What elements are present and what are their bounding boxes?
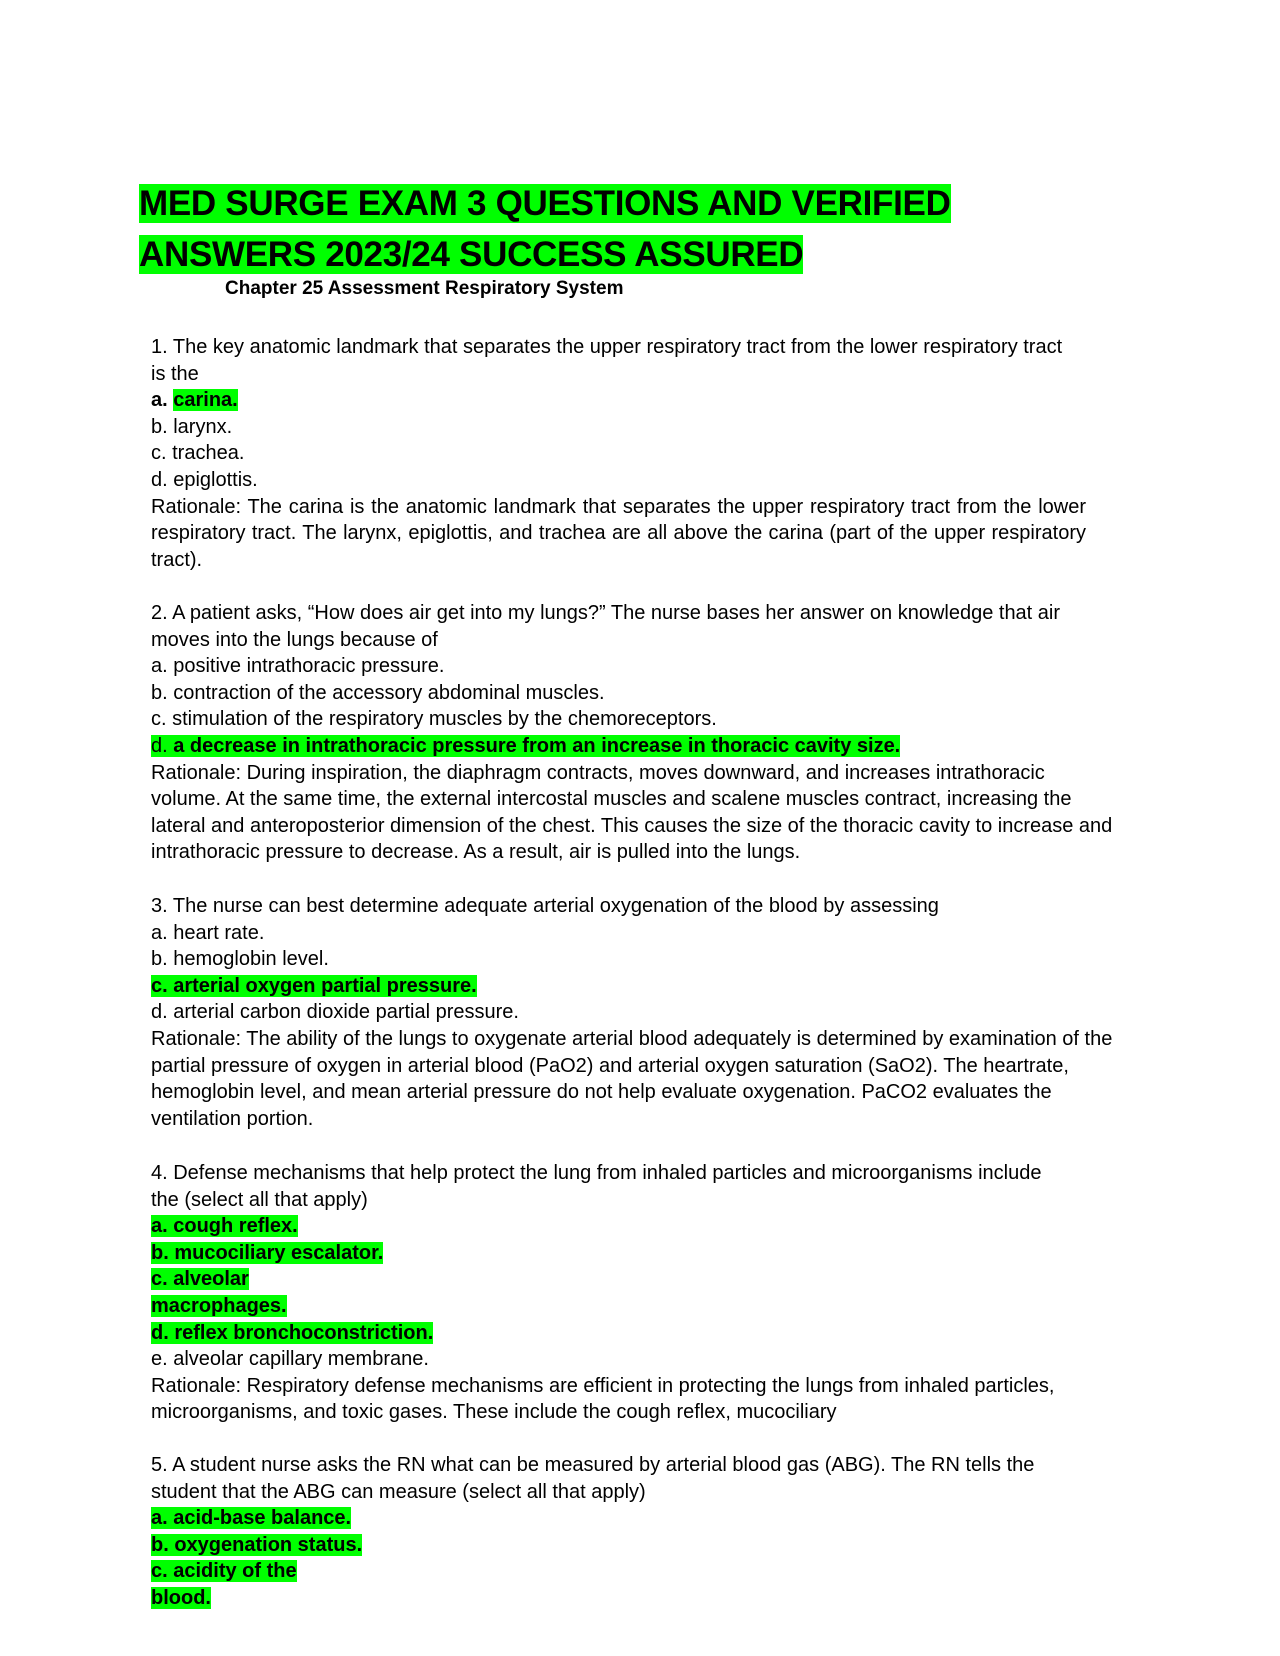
question-2 <box>151 600 1141 866</box>
rationale: partial pressure of oxygen in arterial blood (PaO2) and arterial oxygen saturation (SaO2). The heartrate, <box>151 1054 1069 1077</box>
option-c-correct <box>151 1293 1141 1320</box>
rationale: lateral and anteroposterior dimension of the chest. This causes the size of the thoracic cavity to increase and <box>151 814 1113 837</box>
option-a-correct <box>151 1505 1141 1532</box>
question-stem: 2. A patient asks, “How does air get into my lungs?” The nurse bases her answer on knowledge that air <box>151 602 1061 624</box>
correct-answer: c. alveolar <box>151 1268 249 1291</box>
correct-answer: a decrease in intrathoracic pressure from an increase in thoracic cavity size. <box>173 734 901 757</box>
title-line-2: ANSWERS 2023/24 SUCCESS ASSURED <box>139 235 804 274</box>
option-d: d. arterial carbon dioxide partial pressure. <box>151 1001 519 1024</box>
question-stem: moves into the lungs because of <box>151 628 438 651</box>
option-a: a. positive intrathoracic pressure. <box>151 655 445 678</box>
option-d-correct <box>151 1320 1141 1347</box>
question-4 <box>151 1160 1141 1426</box>
rationale: hemoglobin level, and mean arterial pressure do not help evaluate oxygenation. PaCO2 evaluates the <box>151 1081 1052 1104</box>
document-title <box>139 178 1119 280</box>
correct-answer: c. arterial oxygen partial pressure. <box>151 974 477 997</box>
question-stem: 3. The nurse can best determine adequate arterial oxygenation of the blood by assessing <box>151 895 939 917</box>
correct-answer: blood. <box>151 1586 211 1609</box>
correct-answer: c. acidity of the <box>151 1560 297 1583</box>
option-c-correct <box>151 1266 1141 1293</box>
question-stem: student that the ABG can measure (select all that apply) <box>151 1480 646 1503</box>
correct-answer: d. reflex bronchoconstriction. <box>151 1321 434 1344</box>
chapter-subtitle: Chapter 25 Assessment Respiratory System <box>225 278 624 299</box>
title-line-1: MED SURGE EXAM 3 QUESTIONS AND VERIFIED <box>139 184 951 223</box>
question-5 <box>151 1452 1141 1612</box>
correct-answer: carina. <box>173 389 238 412</box>
option-c: c. stimulation of the respiratory muscles by the chemoreceptors. <box>151 708 717 731</box>
question-stem: the (select all that apply) <box>151 1188 368 1211</box>
option-a-correct <box>151 387 1141 414</box>
correct-answer: macrophages. <box>151 1294 287 1317</box>
question-stem: 5. A student nurse asks the RN what can be measured by arterial blood gas (ABG). The RN tells the <box>151 1454 1035 1476</box>
option-a: a. heart rate. <box>151 921 265 944</box>
option-b: b. contraction of the accessory abdominal muscles. <box>151 681 605 704</box>
option-a-correct <box>151 1213 1141 1240</box>
option-b-correct <box>151 1240 1141 1267</box>
option-b: b. hemoglobin level. <box>151 948 329 971</box>
option-c-correct <box>151 973 1141 1000</box>
rationale: intrathoracic pressure to decrease. As a result, air is pulled into the lungs. <box>151 841 801 864</box>
rationale: volume. At the same time, the external intercostal muscles and scalene muscles contract, increasing the <box>151 788 1072 811</box>
correct-answer: a. cough reflex. <box>151 1215 298 1238</box>
option-b-correct <box>151 1532 1141 1559</box>
rationale: Rationale: The ability of the lungs to oxygenate arterial blood adequately is determined by examination of the <box>151 1027 1113 1050</box>
option-d-correct <box>151 733 1141 760</box>
question-stem: is the <box>151 362 199 385</box>
option-c-correct <box>151 1585 1141 1612</box>
option-b: b. larynx. <box>151 415 233 438</box>
rationale: microorganisms, and toxic gases. These include the cough reflex, mucociliary <box>151 1401 837 1424</box>
rationale: Rationale: During inspiration, the diaphragm contracts, moves downward, and increases intrathoracic <box>151 761 1045 784</box>
option-d: d. epiglottis. <box>151 468 258 491</box>
rationale: Rationale: The carina is the anatomic landmark that separates the upper respiratory tract from the lower respiratory tract. The larynx, epiglottis, and trachea are all above the carina (part of the upper respiratory tract). <box>151 495 1086 571</box>
rationale: ventilation portion. <box>151 1107 314 1130</box>
correct-answer: b. mucociliary escalator. <box>151 1241 384 1264</box>
rationale: Rationale: Respiratory defense mechanisms are efficient in protecting the lungs from inhaled particles, <box>151 1374 1055 1397</box>
question-stem: 1. The key anatomic landmark that separates the upper respiratory tract from the lower respiratory tract <box>151 336 1063 358</box>
option-c: c. trachea. <box>151 442 245 465</box>
correct-answer: b. oxygenation status. <box>151 1533 363 1556</box>
option-c-correct <box>151 1558 1141 1585</box>
option-prefix: d. <box>151 734 174 757</box>
option-e: e. alveolar capillary membrane. <box>151 1348 429 1371</box>
correct-answer: a. acid-base balance. <box>151 1507 352 1530</box>
question-3 <box>151 893 1141 1132</box>
question-1 <box>151 334 1141 573</box>
question-stem: 4. Defense mechanisms that help protect the lung from inhaled particles and microorganisms include <box>151 1162 1042 1184</box>
option-prefix: a. <box>151 389 174 412</box>
